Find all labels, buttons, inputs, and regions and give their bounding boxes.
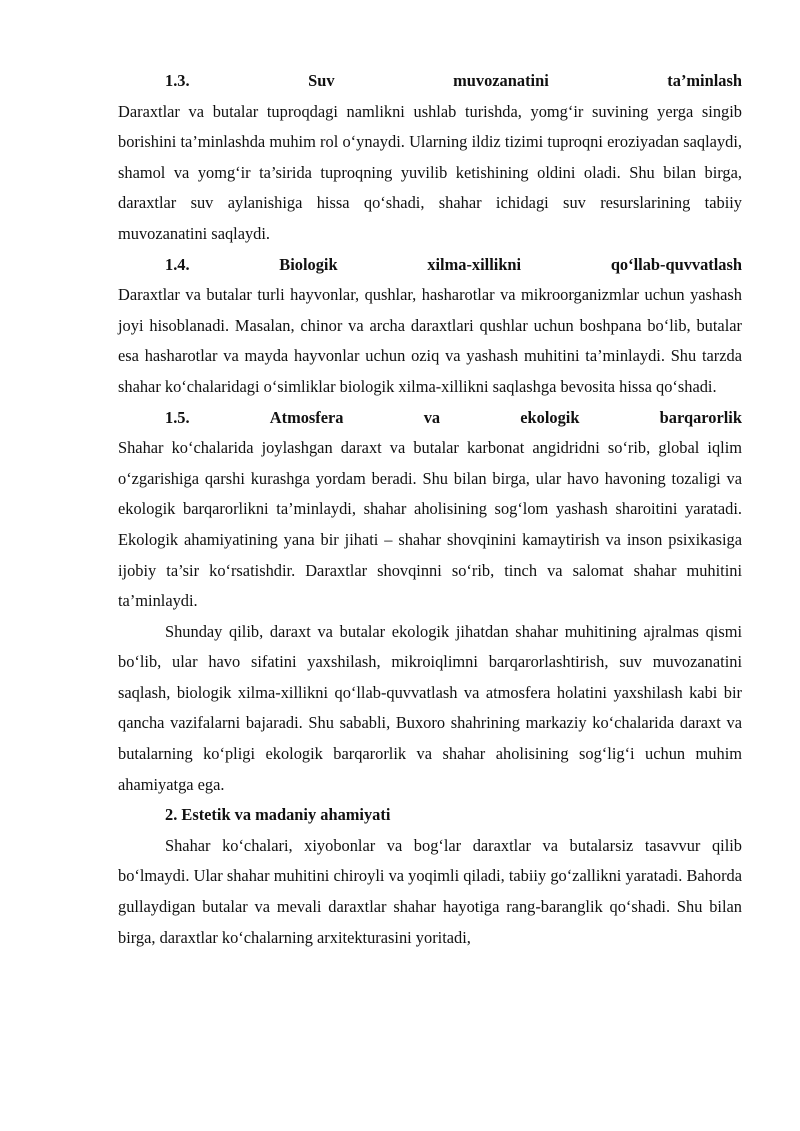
heading-word: xilma-xillikni xyxy=(427,254,522,274)
section-body-2: Shahar ko‘chalari, xiyobonlar va bog‘lar daraxtlar va butalarsiz tasavvur qilib bo‘lmaydi. Ular shahar muhitini chiroyli va yoqimli qiladi, tabiiy go‘zallikni yaratadi. Bahorda gullaydigan butalar va mevali daraxtlar shahar hayotiga rang-baranglik qo‘shadi. Shu bilan birga, daraxtlar ko‘chalarning arxitekturasini yoritadi, xyxy=(118,835,742,947)
heading-word: Suv xyxy=(308,71,335,90)
section-body-1-4: Daraxtlar va butalar turli hayvonlar, qushlar, hasharotlar va mikroorganizmlar uchun yashash joyi hisoblanadi. Masalan, chinor va archa daraxtlari qushlar uchun boshpana bo‘lib, butalar esa hasharotlar va mayda hayvonlar uchun oziq va yashash muhitini ta’minlaydi. Shu tarzda shahar ko‘chalaridagi o‘simliklar biologik xilma-xillikni saqlashga bevosita hissa qo‘shadi. xyxy=(118,285,742,396)
section-heading-1-5 xyxy=(118,403,742,434)
section-body-1-3: Daraxtlar va butalar tuproqdagi namlikni ushlab turishda, yomg‘ir suvining yerga singib borishini ta’minlashda muhim rol o‘ynaydi. Ularning ildiz tizimi tuproqni eroziyadan saqlaydi, shamol va yomg‘ir ta’sirida tuproqning yuvilib ketishining oldini oladi. Shu bilan birga, daraxtlar suv aylanishiga hissa qo‘shadi, shahar ichidagi suv resurslarining tabiiy muvozanatini saqlaydi. xyxy=(118,101,742,243)
heading-word: qo‘llab-quvvatlash xyxy=(610,254,742,274)
conclusion-paragraph: Shunday qilib, daraxt va butalar ekologik jihatdan shahar muhitining ajralmas qismi bo‘lib, ular havo sifatini yaxshilash, mikroiqlimni barqarorlashtirish, suv muvozanatini saqlash, biologik xilma-xillikni qo‘llab-quvvatlash va atmosfera holatini yaxshilash kabi bir qancha vazifalarni bajaradi. Shu sababli, Buxoro shahrining markaziy ko‘chalarida daraxt va butalarning ko‘pligi ekologik barqarorlik va shahar aholisining sog‘lig‘i uchun muhim ahamiyatga ega. xyxy=(118,621,742,794)
heading-word: Atmosfera xyxy=(269,407,344,427)
heading-word: 1.4. xyxy=(165,254,190,274)
section-heading-1-4 xyxy=(118,250,742,281)
heading-word: va xyxy=(423,407,441,427)
heading-word: barqarorlik xyxy=(659,407,742,427)
heading-word: ta’minlash xyxy=(667,71,742,90)
heading-word: 1.3. xyxy=(165,71,190,90)
heading-word: 1.5. xyxy=(165,407,190,427)
section-heading-1-3 xyxy=(118,66,742,97)
heading-word: ekologik xyxy=(520,407,580,427)
heading-word: Biologik xyxy=(279,254,338,274)
section-heading-2: 2. Estetik va madaniy ahamiyati xyxy=(165,805,391,825)
document-page xyxy=(118,66,742,953)
section-body-1-5: Shahar ko‘chalarida joylashgan daraxt va butalar karbonat angidridni so‘rib, global iqlim o‘zgarishiga qarshi kurashga yordam beradi. Shu bilan birga, ular havo havoning tozaligi va ekologik barqarorlikni ta’minlaydi, shahar aholisining sog‘lom yashash sharoitini yaratadi. Ekologik ahamiyatining yana bir jihati – shahar shovqinini kamaytirish va inson psixikasiga ijobiy ta’sir ko‘rsatishdir. Daraxtlar shovqinni so‘rib, tinch va salomat shahar muhitini ta’minlaydi. xyxy=(118,438,742,611)
heading-word: muvozanatini xyxy=(453,71,549,90)
